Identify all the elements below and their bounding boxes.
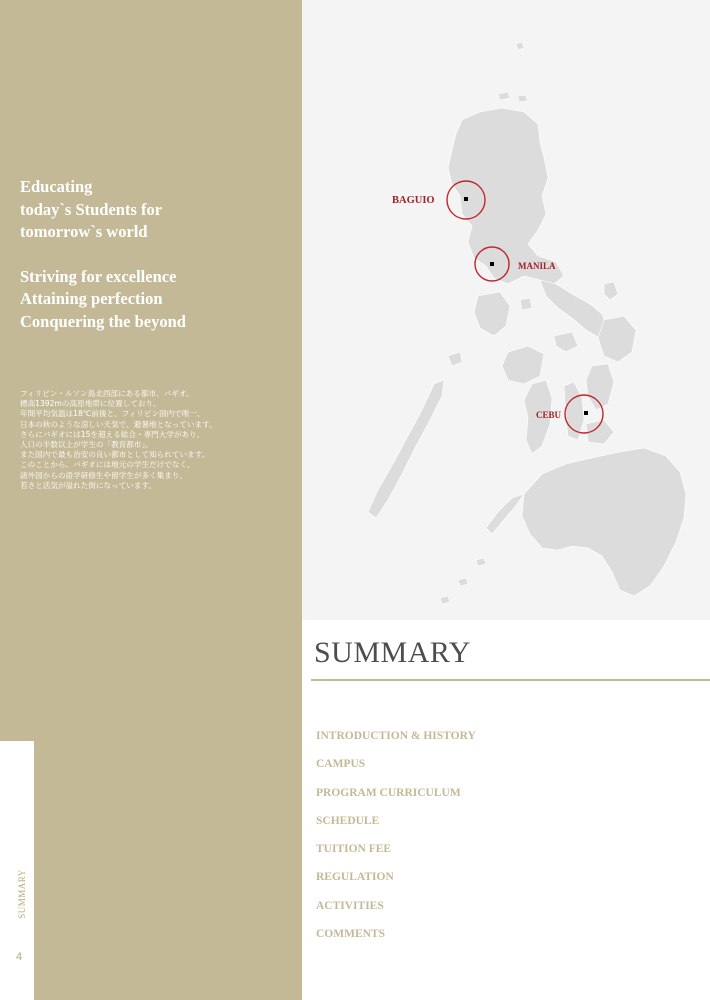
description-line: また国内で最も治安の良い都市として知られています。 — [20, 450, 210, 460]
description-line: さらにバギオには15を超える総合・専門大学があり、 — [20, 429, 205, 439]
cebu-marker-dot — [584, 411, 588, 415]
contents-item-comments[interactable]: COMMENTS — [316, 928, 385, 941]
tagline-line: tomorrow`s world — [20, 222, 148, 241]
bicol-peninsula — [540, 280, 608, 338]
tagline-line: today`s Students for — [20, 199, 163, 219]
description-text — [20, 389, 290, 491]
marinduque-island — [520, 298, 532, 310]
map-graphic — [302, 0, 710, 620]
description-line: 標高1392mの高原地帯に位置しており、 — [20, 399, 161, 409]
babuyan-islands — [498, 92, 510, 100]
catanduanes-island — [604, 282, 618, 300]
contents-item-activities[interactable]: ACTIVITIES — [316, 899, 384, 912]
summary-heading: SUMMARY — [314, 636, 471, 669]
tagline-block — [20, 176, 186, 333]
description-line: 日本の秋のような涼しい天気で、避暑地となっています。 — [20, 419, 217, 429]
contents-item-tuition-fee[interactable]: TUITION FEE — [316, 843, 392, 856]
description-line: 若さと活気が溢れた街になっています。 — [20, 480, 157, 490]
summary-divider — [311, 679, 710, 681]
luzon-island — [448, 108, 564, 284]
manila-marker-dot — [490, 262, 494, 266]
motto-line: Striving for excellence — [20, 266, 177, 286]
sulu-islands — [440, 596, 450, 604]
page-number: 4 — [16, 951, 23, 963]
mindoro-island — [474, 292, 510, 336]
description-line: 諸外国からの語学研修生や留学生が多く集まり、 — [20, 470, 188, 480]
sulu-islands — [476, 558, 486, 566]
city-label-baguio: BAGUIO — [392, 195, 435, 206]
left-panel — [0, 0, 302, 1000]
calamian-islands — [448, 352, 462, 366]
section-side-label: SUMMARY — [17, 869, 27, 919]
description-line: このことから、バギオには地元の学生だけでなく、 — [20, 460, 195, 470]
contents-item-program-curriculum[interactable]: PROGRAM CURRICULUM — [316, 786, 461, 799]
description-line: フィリピン・ルソン島北西部にある都市、バギオ。 — [20, 389, 194, 398]
baguio-marker-dot — [464, 197, 468, 201]
tagline-spacer — [20, 244, 186, 266]
contents-item-regulation[interactable]: REGULATION — [316, 871, 394, 884]
motto-line: Conquering the beyond — [20, 311, 186, 331]
description-line: 年間平均気温は18℃前後と、フィリピン国内で唯一、 — [20, 409, 205, 419]
samar-island — [598, 316, 636, 362]
masbate-island — [554, 332, 578, 352]
babuyan-islands — [518, 95, 527, 102]
contents-item-schedule[interactable]: SCHEDULE — [316, 814, 380, 827]
contents-item-introduction-history[interactable]: INTRODUCTION & HISTORY — [316, 730, 476, 742]
sulu-islands — [458, 578, 468, 586]
panay-island — [502, 346, 544, 384]
description-line: 人口の半数以上が学生の「教育都市」。 — [20, 440, 153, 450]
mindanao-island — [522, 448, 686, 596]
zamboanga-peninsula — [486, 494, 524, 534]
summary-contents-list — [316, 730, 476, 956]
tagline-line: Educating — [20, 177, 93, 196]
motto-line: Attaining perfection — [20, 289, 163, 308]
city-label-manila: MANILA — [518, 261, 556, 271]
batanes-islands — [516, 42, 524, 50]
cebu-island — [564, 382, 584, 440]
philippines-map — [302, 0, 710, 620]
palawan-island — [368, 380, 444, 518]
city-label-cebu: CEBU — [536, 410, 562, 420]
contents-item-campus[interactable]: CAMPUS — [316, 758, 366, 771]
